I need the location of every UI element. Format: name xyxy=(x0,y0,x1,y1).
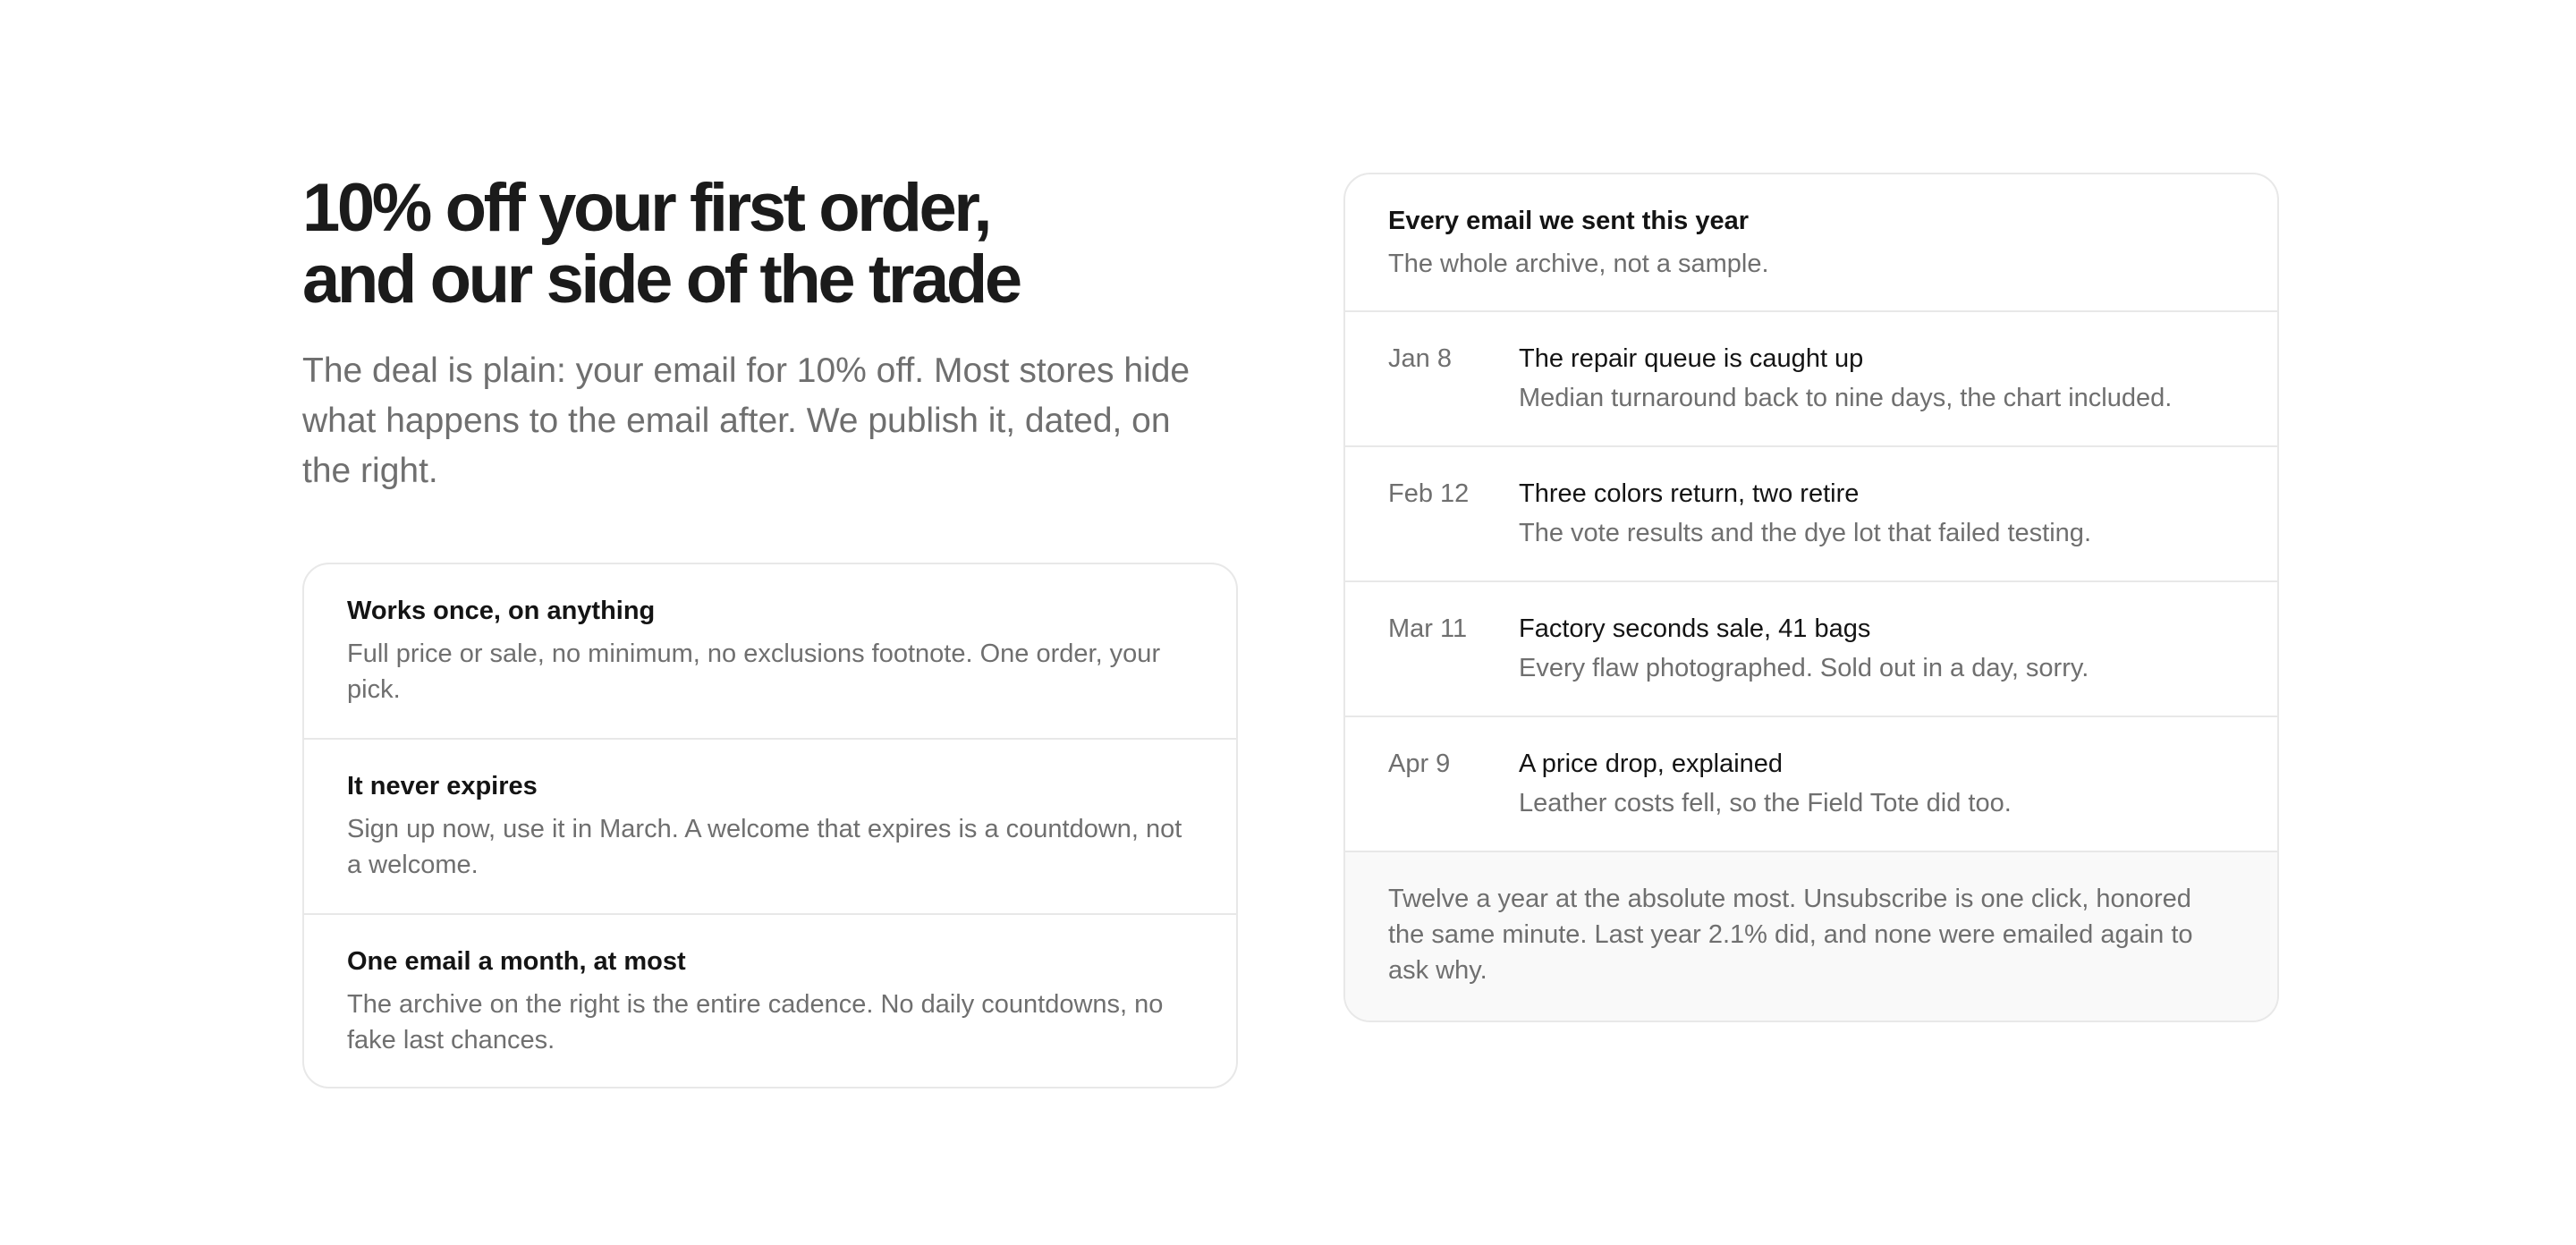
perk-description: The archive on the right is the entire cadence. No daily countdowns, no fake last chances. xyxy=(347,990,1164,1054)
archive-subtitle: The whole archive, not a sample. xyxy=(1388,250,1769,278)
entry-title: Factory seconds sale, 41 bags xyxy=(1519,614,1871,643)
entry-content xyxy=(1519,478,2091,580)
perks-card xyxy=(302,563,1238,1088)
entry-content xyxy=(1519,748,2012,851)
entry-date: Feb 12 xyxy=(1388,479,1470,508)
entry-summary: Every flaw photographed. Sold out in a day, sorry. xyxy=(1519,654,2089,682)
entry-title: A price drop, explained xyxy=(1519,750,1784,778)
headline-line-1: 10% off your first order, xyxy=(302,170,990,246)
entry-date: Mar 11 xyxy=(1388,614,1468,643)
archive-entry xyxy=(1345,447,2277,582)
page-title xyxy=(302,170,1238,318)
perk-title: One email a month, at most xyxy=(347,947,686,976)
intro-paragraph: The deal is plain: your email for 10% off. Most stores hide what happens to the email after. We publish it, dated, on the right. xyxy=(302,351,1191,490)
entry-summary: Median turnaround back to nine days, the chart included. xyxy=(1519,384,2173,412)
archive-entry xyxy=(1345,582,2277,717)
archive-entry xyxy=(1345,717,2277,852)
offer-section xyxy=(302,170,1238,1088)
entry-date: Jan 8 xyxy=(1388,344,1452,373)
entry-title: The repair queue is caught up xyxy=(1519,344,1864,373)
perk-item xyxy=(304,913,1236,1087)
entry-content xyxy=(1519,613,2089,716)
archive-header xyxy=(1345,174,2277,312)
perk-item xyxy=(304,564,1236,738)
perk-title: It never expires xyxy=(347,772,538,800)
entry-summary: Leather costs fell, so the Field Tote did too. xyxy=(1519,789,2012,817)
perk-item xyxy=(304,738,1236,913)
perk-description: Sign up now, use it in March. A welcome that expires is a countdown, not a welcome. xyxy=(347,815,1182,879)
entry-date: Apr 9 xyxy=(1388,750,1451,778)
email-archive-card xyxy=(1343,173,2279,1022)
archive-title: Every email we sent this year xyxy=(1388,207,1749,235)
page-content xyxy=(302,170,2279,1088)
archive-entry xyxy=(1345,312,2277,447)
headline-line-2: and our side of the trade xyxy=(302,241,1020,318)
entry-title: Three colors return, two retire xyxy=(1519,479,1860,508)
archive-footer-note: Twelve a year at the absolute most. Unsubscribe is one click, honored the same minute. Last year 2.1% did, and none were emailed again to ask why. xyxy=(1345,852,2277,1021)
perk-title: Works once, on anything xyxy=(347,597,656,625)
entry-content xyxy=(1519,343,2172,445)
perk-description: Full price or sale, no minimum, no exclusions footnote. One order, your pick. xyxy=(347,639,1161,704)
entry-summary: The vote results and the dye lot that failed testing. xyxy=(1519,519,2091,547)
